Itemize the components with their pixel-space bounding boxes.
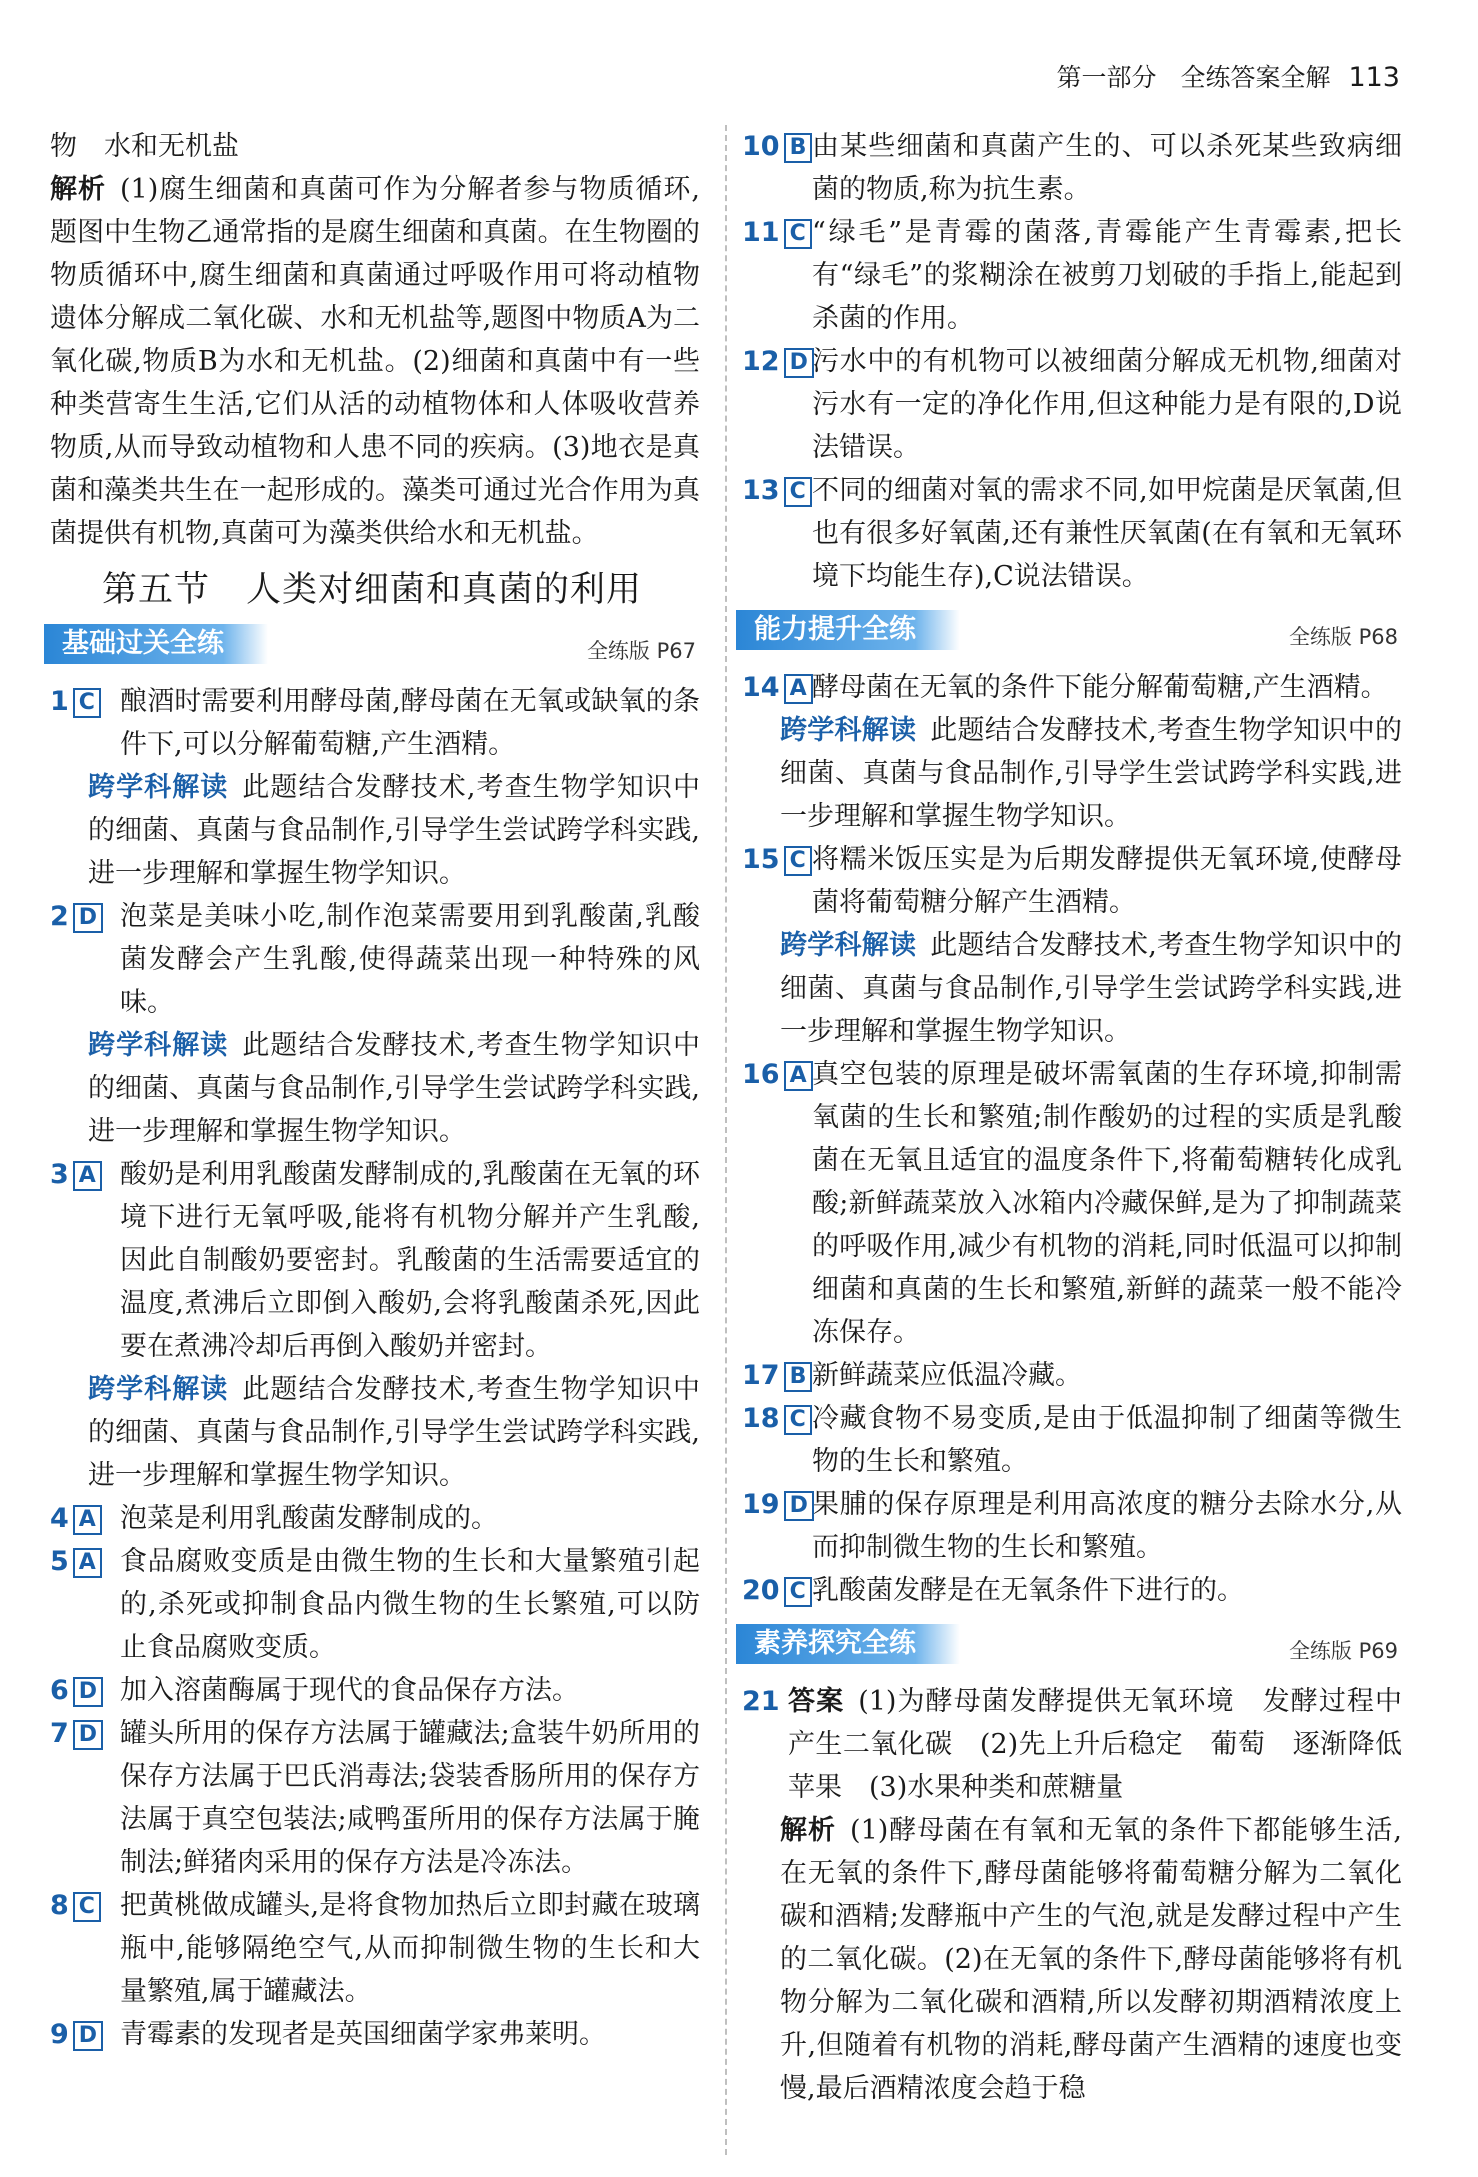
answer-item [742,125,1402,211]
answer-item [742,1569,1402,1612]
item-number: 17 B [742,1354,812,1397]
section-title: 第五节 人类对细菌和真菌的利用 [102,570,643,610]
item-number: 15 C [742,838,812,881]
item-text: 罐头所用的保存方法属于罐藏法;盒装牛奶所用的保存方法属于巴氏消毒法;袋装香肠所用的保存方法属于真空包装法;咸鸭蛋所用的保存方法属于腌制法;鲜猪肉采用的保存方法是冷冻法。 [120,1718,700,1878]
answer-item [50,680,700,766]
item-text: 酿酒时需要利用酵母菌,酵母菌在无氧或缺氧的条件下,可以分解葡萄糖,产生酒精。 [120,686,700,760]
header-book: 全练答案全解 [1180,63,1331,92]
item-number: 21 [742,1686,780,1717]
item-text: 新鲜蔬菜应低温冷藏。 [812,1360,1082,1391]
item-text: 泡菜是利用乳酸菌发酵制成的。 [120,1503,498,1534]
left-column [50,125,700,2056]
item-text: 青霉素的发现者是英国细菌学家弗莱明。 [120,2019,606,2050]
column-divider [725,125,727,2155]
item-text: “绿毛”是青霉的菌落,青霉能产生青霉素,把长有“绿毛”的浆糊涂在被剪刀划破的手指上,能起到杀菌的作用。 [812,217,1402,334]
item-text: 果脯的保存原理是利用高浓度的糖分去除水分,从而抑制微生物的生长和繁殖。 [812,1489,1402,1563]
cross-subject-note: 跨学科解读 此题结合发酵技术,考查生物学知识中的细菌、真菌与食品制作,引导学生尝试跨学科实践,进一步理解和掌握生物学知识。 [88,1374,700,1491]
answer-item [50,1540,700,1669]
answer-item [50,1712,700,1884]
section-banner-inquiry [736,1618,1402,1670]
answer-item [742,666,1402,709]
cross-subject-note: 跨学科解读 此题结合发酵技术,考查生物学知识中的细菌、真菌与食品制作,引导学生尝试跨学科实践,进一步理解和掌握生物学知识。 [780,715,1402,832]
item-text: 乳酸菌发酵是在无氧条件下进行的。 [812,1575,1244,1606]
analysis-paragraph [50,168,700,555]
answer-item [742,1354,1402,1397]
analysis-label: 解析 [50,174,107,205]
banner-ref: 全练版 P68 [1288,625,1398,649]
answer-item [50,1884,700,2013]
item-number: 11 C [742,211,812,254]
answer-item [742,1483,1402,1569]
answer-item [50,1497,700,1540]
answer-item-21 [742,1680,1429,1809]
answer-item [50,2013,700,2056]
item-number: 13 C [742,469,812,512]
section-banner-basic [44,618,700,670]
answer-item [50,1669,700,1712]
page-number: 113 [1348,62,1400,93]
cross-subject-note: 跨学科解读 此题结合发酵技术,考查生物学知识中的细菌、真菌与食品制作,引导学生尝试跨学科实践,进一步理解和掌握生物学知识。 [88,1030,700,1147]
banner-label: 基础过关全练 [44,624,268,664]
intro-line: 物 水和无机盐 [50,131,239,162]
answer-item [742,1053,1402,1354]
item-text: 酵母菌在无氧的条件下能分解葡萄糖,产生酒精。 [812,672,1388,703]
answer-item [742,838,1402,924]
answer-paragraph [788,1680,1429,1809]
analysis-21 [742,1809,1402,2110]
item-text: 污水中的有机物可以被细菌分解成无机物,细菌对污水有一定的净化作用,但这种能力是有限的,D说法错误。 [812,346,1402,463]
answer-text: (1)为酵母菌发酵提供无氧环境 发酵过程中产生二氧化碳 (2)先上升后稳定 葡萄 逐渐降低 苹果 (3)水果种类和蔗糖量 [788,1686,1429,1803]
banner-ref: 全练版 P67 [586,639,696,663]
answer-item [50,1153,700,1368]
cross-subject-label: 跨学科解读 [88,1030,229,1061]
item-number: 12 D [742,340,814,383]
page-header [1057,58,1400,94]
answer-item [50,895,700,1024]
item-text: 泡菜是美味小吃,制作泡菜需要用到乳酸菌,乳酸菌发酵会产生乳酸,使得蔬菜出现一种特殊的风味。 [120,901,700,1018]
analysis-text: (1)酵母菌在有氧和无氧的条件下都能够生活,在无氧的条件下,酵母菌能够将葡萄糖分解为二氧化碳和酒精;发酵瓶中产生的气泡,就是发酵过程中产生的二氧化碳。(2)在无氧的条件下,酵母菌能够将有机物分解为二氧化碳和酒精,所以发酵初期酒精浓度上升,但随着有机物的消耗,酵母菌产生酒精的速度也变慢,最后酒精浓度会趋于稳 [780,1815,1403,2104]
item-number: 18 C [742,1397,812,1440]
item-number: 1 C [50,680,101,723]
item-text: 酸奶是利用乳酸菌发酵制成的,乳酸菌在无氧的环境下进行无氧呼吸,能将有机物分解并产生乳酸,因此自制酸奶要密封。乳酸菌的生活需要适宜的温度,煮沸后立即倒入酸奶,会将乳酸菌杀死,因此要在煮沸冷却后再倒入酸奶并密封。 [120,1159,700,1362]
item-number: 14 A [742,666,813,709]
item-number: 6 D [50,1669,103,1712]
cross-subject-label: 跨学科解读 [88,772,229,803]
cross-subject-note: 跨学科解读 此题结合发酵技术,考查生物学知识中的细菌、真菌与食品制作,引导学生尝试跨学科实践,进一步理解和掌握生物学知识。 [88,772,700,889]
item-text: 真空包装的原理是破坏需氧菌的生存环境,抑制需氧菌的生长和繁殖;制作酸奶的过程的实质是乳酸菌在无氧且适宜的温度条件下,将葡萄糖转化成乳酸;新鲜蔬菜放入冰箱内冷藏保鲜,是为了抑制蔬菜的呼吸作用,减少有机物的消耗,同时低温可以抑制细菌和真菌的生长和繁殖,新鲜的蔬菜一般不能冷冻保存。 [812,1059,1402,1348]
section-banner-ability [736,604,1402,656]
item-text: 加入溶菌酶属于现代的食品保存方法。 [120,1675,579,1706]
item-number: 19 D [742,1483,814,1526]
item-number: 10 B [742,125,812,168]
analysis-text: (1)腐生细菌和真菌可作为分解者参与物质循环,题图中生物乙通常指的是腐生细菌和真菌。在生物圈的物质循环中,腐生细菌和真菌通过呼吸作用可将动植物遗体分解成二氧化碳、水和无机盐等,题图中物质A为二氧化碳,物质B为水和无机盐。(2)细菌和真菌中有一些种类营寄生生活,它们从活的动植物体和人体吸收营养物质,从而导致动植物和人患不同的疾病。(3)地衣是真菌和藻类共生在一起形成的。藻类可通过光合作用为真菌提供有机物,真菌可为藻类供给水和无机盐。 [50,174,700,549]
item-text: 不同的细菌对氧的需求不同,如甲烷菌是厌氧菌,但也有很多好氧菌,还有兼性厌氧菌(在有氧和无氧环境下均能生存),C说法错误。 [812,475,1402,592]
cross-subject-note: 跨学科解读 此题结合发酵技术,考查生物学知识中的细菌、真菌与食品制作,引导学生尝试跨学科实践,进一步理解和掌握生物学知识。 [780,930,1402,1047]
answer-item [742,340,1402,469]
item-number: 5 A [50,1540,102,1583]
cross-subject-label: 跨学科解读 [88,1374,229,1405]
item-number: 2 D [50,895,103,938]
answer-item [742,469,1402,598]
answer-label: 答案 [788,1686,845,1717]
item-number: 9 D [50,2013,103,2056]
item-number: 8 C [50,1884,101,1927]
item-number: 3 A [50,1153,102,1196]
item-number: 16 A [742,1053,813,1096]
item-text: 把黄桃做成罐头,是将食物加热后立即封藏在玻璃瓶中,能够隔绝空气,从而抑制微生物的生长和大量繁殖,属于罐藏法。 [120,1890,700,2007]
banner-ref: 全练版 P69 [1288,1639,1398,1663]
item-number: 4 A [50,1497,102,1540]
header-part: 第一部分 [1056,63,1157,92]
item-text: 由某些细菌和真菌产生的、可以杀死某些致病细菌的物质,称为抗生素。 [812,131,1402,205]
item-text: 冷藏食物不易变质,是由于低温抑制了细菌等微生物的生长和繁殖。 [812,1403,1402,1477]
cross-subject-label: 跨学科解读 [780,715,917,746]
analysis-label: 解析 [780,1815,837,1846]
banner-label: 能力提升全练 [736,610,960,650]
right-column [742,125,1429,2110]
item-text: 食品腐败变质是由微生物的生长和大量繁殖引起的,杀死或抑制食品内微生物的生长繁殖,可以防止食品腐败变质。 [120,1546,700,1663]
answer-item [742,1397,1402,1483]
item-number: 7 D [50,1712,103,1755]
item-text: 将糯米饭压实是为后期发酵提供无氧环境,使酵母菌将葡萄糖分解产生酒精。 [812,844,1402,918]
cross-subject-label: 跨学科解读 [780,930,917,961]
banner-label: 素养探究全练 [736,1624,960,1664]
item-number: 20 C [742,1569,812,1612]
answer-item [742,211,1402,340]
